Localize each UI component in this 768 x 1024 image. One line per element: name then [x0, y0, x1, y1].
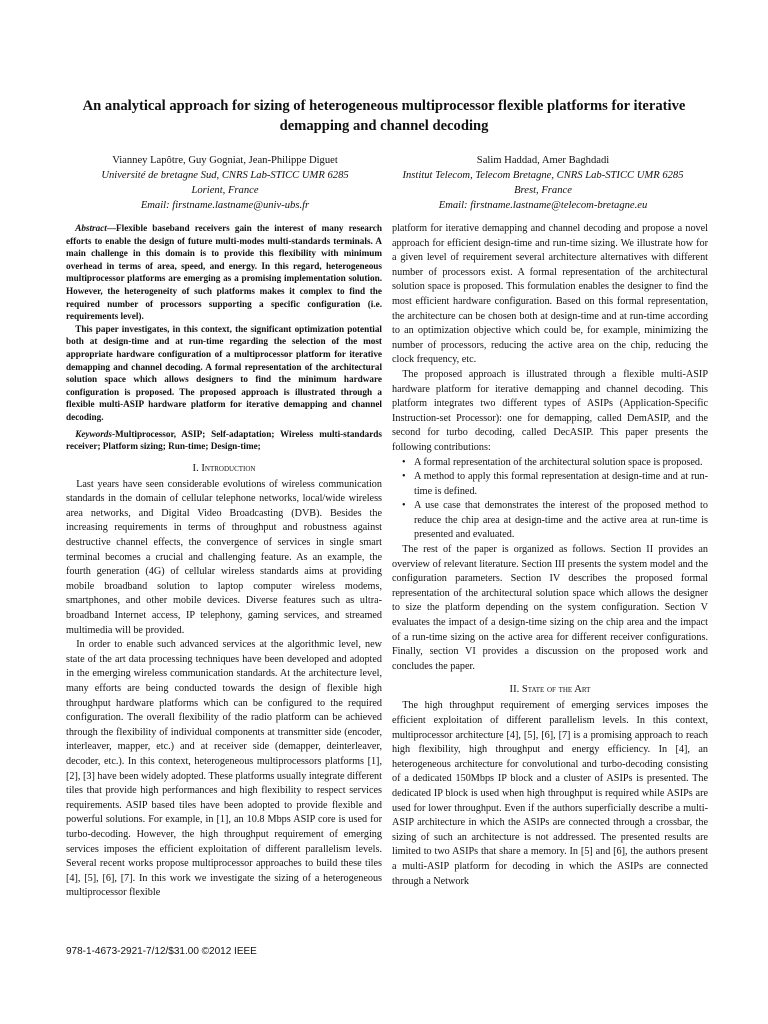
paper-title: An analytical approach for sizing of heterogeneous multiprocessor flexible platforms for iterative demapping and channel decoding: [82, 98, 686, 134]
section-heading-state-of-the-art: II. State of the Art: [509, 684, 591, 696]
left-column: [66, 222, 382, 901]
body-paragraph: The proposed approach is illustrated through a flexible multi-ASIP hardware platform for iterative demapping and channel decoding. This platform integrates two different types of ASIPs (Application-Specific Instruction-set Processor): one for demapping, called DemASIP, and the second for turbo decoding, called DecASIP. This paper presents the following contributions:: [392, 368, 708, 453]
list-item: • A use case that demonstrates the interest of the proposed method to reduce the chip area at design-time and the active area at run-time is presented and evaluated.: [404, 499, 708, 543]
body-paragraph: In order to enable such advanced services at the algorithmic level, new state of the art data processing techniques have been developed and adopted in the emerging wireless communication standards. At the architecture level, many efforts are being conducted towards the design of flexible high throughput hardware platforms which can be configured to the required configuration. The overall flexibility of the radio platform can be achieved through the flexibility of individual components at transmitter side (encoder, interleaver, mapper, etc.) and at receiver side (demapper, deinterleaver, decoder, etc.). In this context, heterogeneous multiprocessors platforms [1], [2], [3] have been widely adopted. These platforms usually integrate different tiles that provide high performances and high flexibility to respect services requirements. ASIP based tiles have been adopted to provide flexible and powerful solutions. For example, in [1], an 10.8 Mbps ASIP core is used for turbo-decoding. However, the high throughput requirement of emerging services imposes the efficient exploitation of different parallelism levels. Several recent works propose multiprocessor approaches to build these tiles [4], [5], [6], [7]. In this work we investigate the sizing of a heterogeneous multiprocessor flexible: [66, 639, 382, 899]
list-item: • A method to apply this formal representation at design-time and at run-time is defined.: [404, 470, 708, 499]
body-paragraph: Last years have seen considerable evolutions of wireless communication standards in the domain of cellular telephone networks, local/wide wireless area networks, and Digital Video Broadcasting (DVB). Besides the increasing requirements in terms of throughput and robustness against destructive channel effects, the convergence of services in single smart terminal becomes a crucial and challenging feature. As an example, the fourth generation (4G) of cellular wireless standards aims at providing mobile broadband solution to laptop computer wireless modems, smartphones, and other mobile devices. Diverse features such as ultra-broadband Internet access, IP telephony, gaming services, and streamed multimedia will be provided.: [66, 478, 382, 636]
abstract: [66, 222, 382, 424]
author-block-left: [60, 153, 390, 213]
keywords-label: Keywords: [75, 428, 112, 439]
section-heading-introduction: I. Introduction: [192, 462, 256, 474]
body-paragraph: The high throughput requirement of emerging services imposes the efficient exploitation of different parallelism levels. In this context, multiprocessor architecture [4], [5], [6], [7] is a promising approach to reach high flexibility, high throughput and energy efficiency. In [4], an heterogeneous architecture for convolutional and turbo-decoding consisting of a dedicated 150Mbps IP block and a cluster of ASIPs is presented. The dedicated IP block is used when high throughput is required while ASIPs are used for lower throughput. Even if the authors superficially describe a multi-ASIP architecture in which the ASIPs are connected through a crossbar, the sizing of such an architecture is not addressed. The presented results are limited to two ASIPs that share a memory. In [5] and [6], the authors present a multi-ASIP platform for decoding in which the ASIPs are connected through a Network: [392, 700, 708, 887]
list-item: • A formal representation of the architectural solution space is proposed.: [404, 456, 708, 471]
keywords: Keywords-Multiprocessor, ASIP; Self-adaptation; Wireless multi-standards receiver; Platform sizing; Run-time; Design-time;: [66, 428, 382, 452]
author-names: Salim Haddad, Amer Baghdadi: [476, 155, 610, 166]
author-location: Lorient, France: [191, 185, 259, 196]
abstract-label: Abstract: [75, 223, 107, 233]
body-paragraph: The rest of the paper is organized as follows. Section II provides an overview of relevant literature. Section III presents the system model and the configuration parameters. Section IV describes the proposed formal representation of the architectural solution space which allows the designer to size the platform depending on the system configuration. Section V evaluates the impact of a design-time sizing on the chip area and the impact of a run-time sizing on the active area for different receiver configurations. Finally, section VI provides a discussion on the proposed work and concludes the paper.: [392, 544, 708, 672]
copyright-footer: 978-1-4673-2921-7/12/$31.00 ©2012 IEEE: [66, 946, 257, 957]
abstract-paragraph: This paper investigates, in this context, the significant optimization potential both at design-time and at run-time regarding the selection of the most appropriate hardware configuration of a multiprocessor platform for iterative demapping and channel decoding. A formal representation of the architectural solution space which allows designers to find the minimum hardware configuration is proposed. The proposed approach is illustrated through a flexible multi-ASIP hardware platform for iterative demapping and channel decoding.: [66, 323, 382, 422]
contributions-list: [392, 456, 708, 544]
author-block-right: [378, 153, 708, 213]
author-email: Email: firstname.lastname@univ-ubs.fr: [140, 200, 310, 211]
author-email: Email: firstname.lastname@telecom-bretagne.eu: [438, 200, 648, 211]
right-column: [392, 222, 708, 889]
author-location: Brest, France: [514, 185, 572, 196]
author-affiliation: Institut Telecom, Telecom Bretagne, CNRS Lab-STICC UMR 6285: [402, 170, 684, 181]
author-names: Vianney Lapôtre, Guy Gogniat, Jean-Philippe Diguet: [112, 155, 338, 166]
author-affiliation: Université de bretagne Sud, CNRS Lab-STICC UMR 6285: [101, 170, 349, 181]
body-paragraph: platform for iterative demapping and channel decoding and propose a novel approach for efficient design-time and run-time sizing. We illustrate how for a given level of requirement several architecture alternatives with different number of processors exist. A formal representation of the architectural solution space is proposed. This formulation enables the designer to find the most efficient hardware configuration. Based on this formal representation, the architecture can be chosen both at design-time and at run-time according to an optimization objective which could be, for example, minimizing the number of processors, reducing the active area on the chip, reducing the clock frequency, etc.: [392, 223, 708, 366]
abstract-paragraph: Abstract—Flexible baseband receivers gain the interest of many research efforts to enable the design of future multi-modes multi-standards terminals. A main challenge in this domain is to provide this flexibility with minimum overhead in terms of area, speed, and energy. In this regard, heterogeneous multiprocessor platforms are emerging as a promising implementation solution. However, the heterogeneity of such platforms makes it complex to find the required number of processors supporting a specific configuration (i.e. requirements level).: [66, 223, 382, 322]
